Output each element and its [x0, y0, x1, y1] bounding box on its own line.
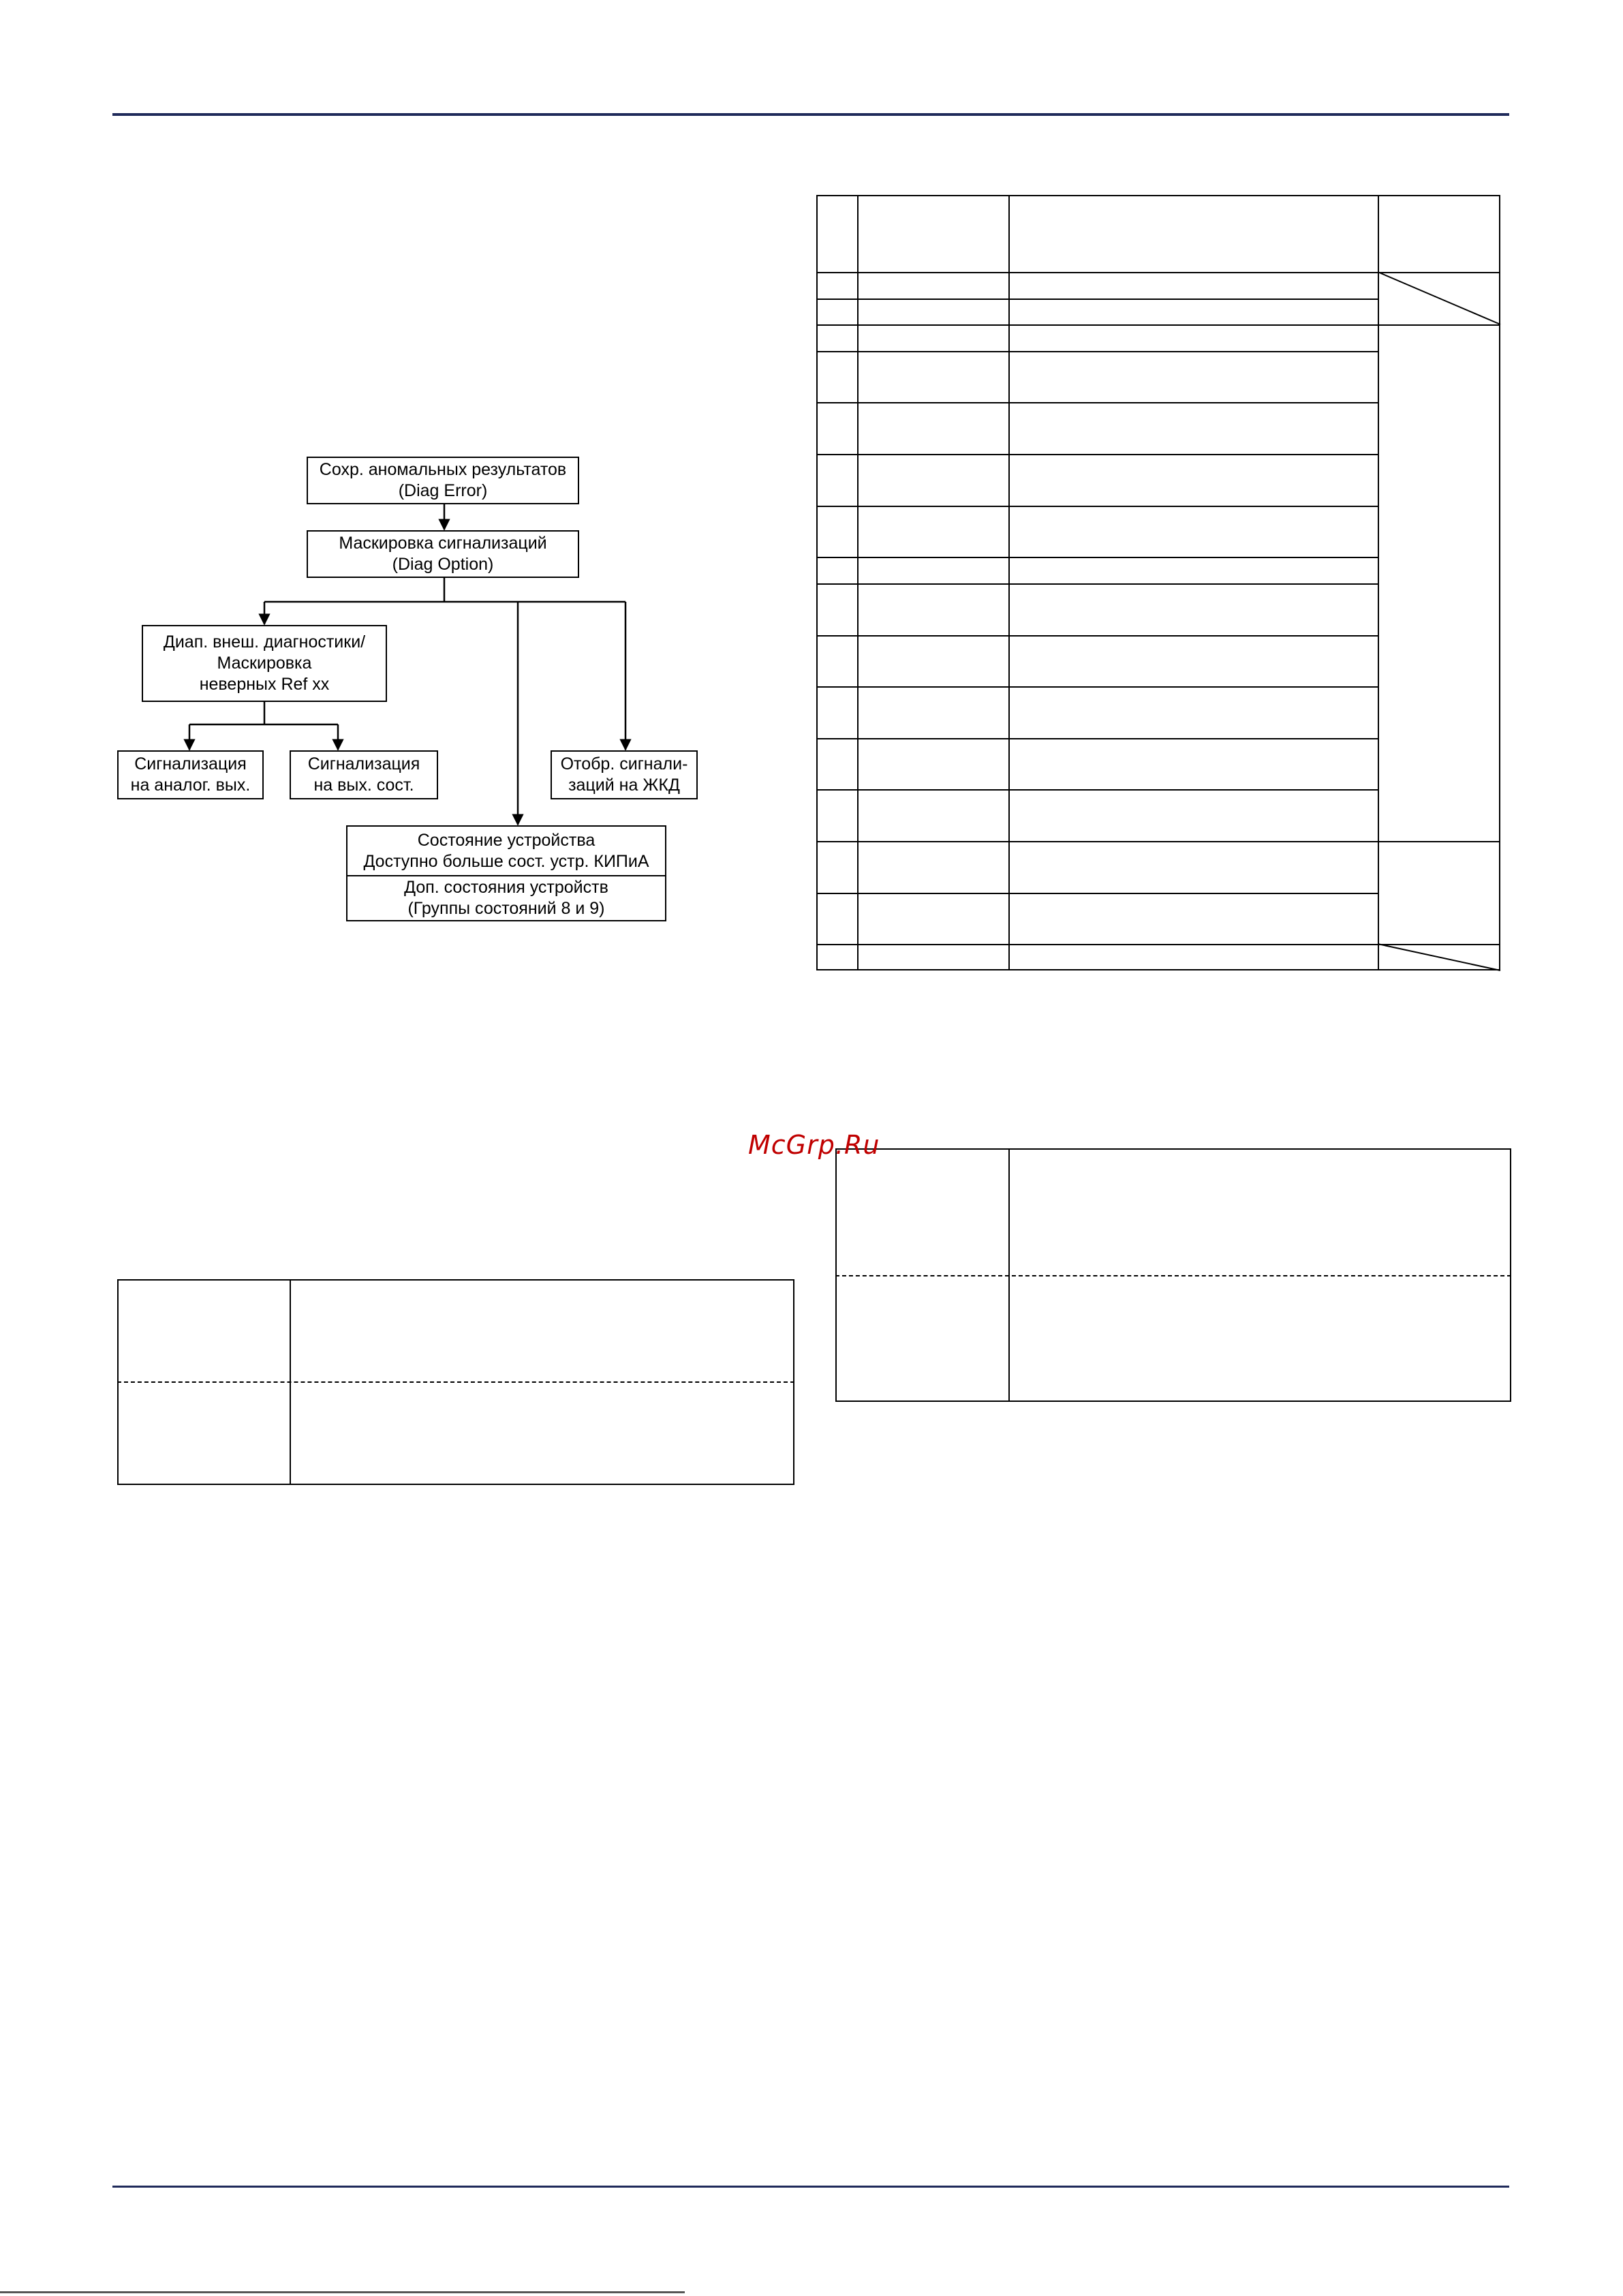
- lower-right-table-dashed-divider: [835, 1275, 1511, 1276]
- status-out-box: Сигнализация на вых. сост.: [290, 750, 438, 799]
- extra-status-box: Доп. состояния устройств (Группы состояний 8 и 9): [346, 875, 666, 921]
- device-status-box: Состояние устройства Доступно больше сост. устр. КИПиА: [346, 825, 666, 876]
- watermark-text: McGrp.Ru: [748, 1130, 880, 1160]
- ext-diag-box: Диап. внеш. диагностики/ Маскировка неверных Ref xx: [142, 625, 387, 702]
- diag-error-box: Сохр. аномальных результатов (Diag Error): [307, 457, 579, 504]
- lcd-box: Отобр. сигнали- заций на ЖКД: [551, 750, 698, 799]
- diag-option-box: Маскировка сигнализаций (Diag Option): [307, 530, 579, 578]
- analog-out-box: Сигнализация на аналог. вых.: [117, 750, 264, 799]
- lower-left-table-dashed-divider: [117, 1381, 794, 1383]
